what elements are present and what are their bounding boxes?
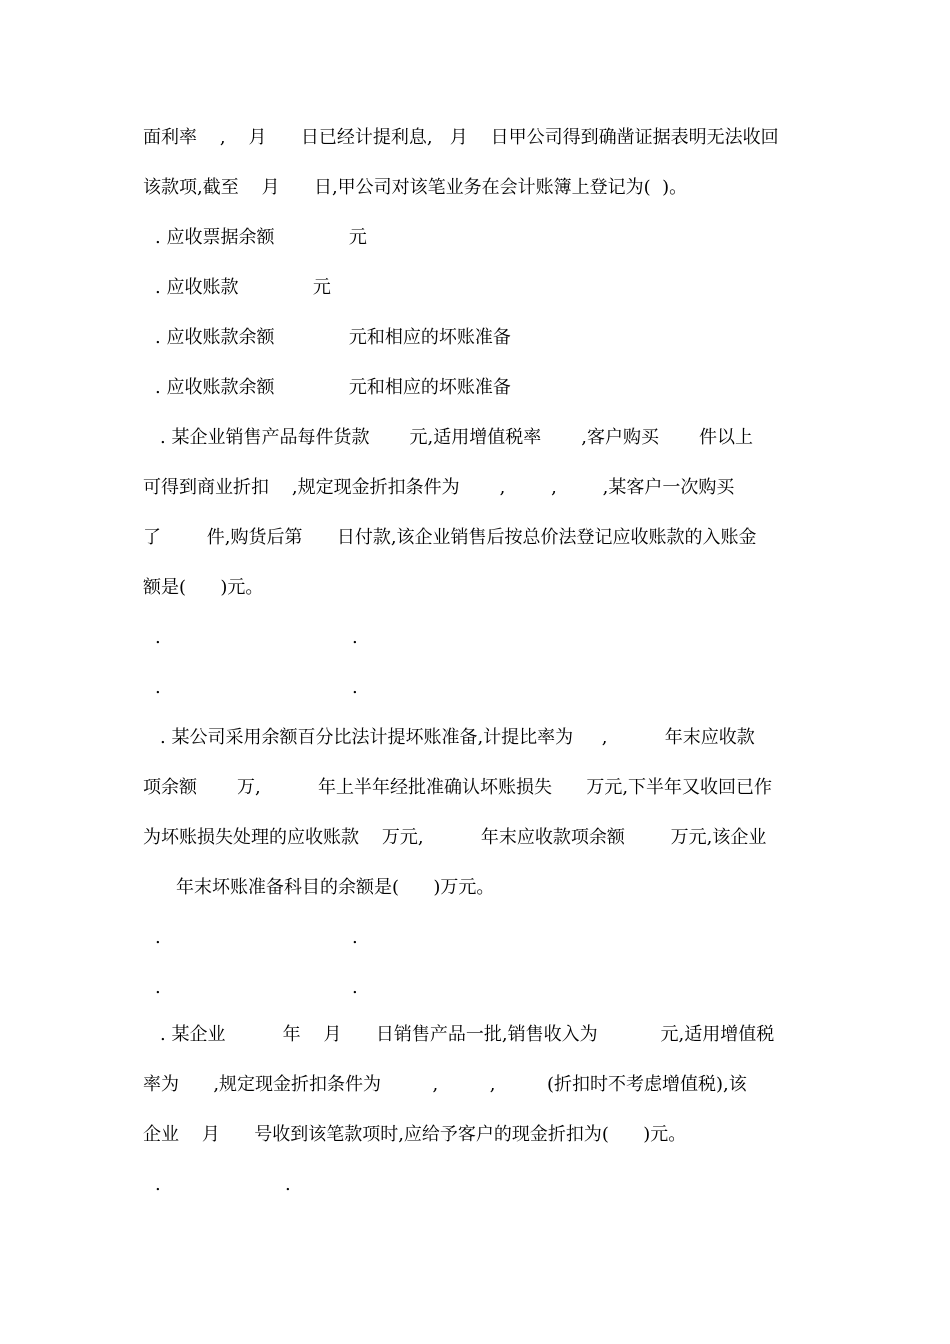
text-line: 可得到商业折扣 ,规定现金折扣条件为 , , ,某客户一次购买 [143, 477, 735, 498]
text-line: 率为 ,规定现金折扣条件为 , , (折扣时不考虑增值税),该 [143, 1074, 747, 1095]
text-line: 企业 月 号收到该笔款项时,应给予客户的现金折扣为( )元。 [143, 1124, 687, 1145]
option-marker: . [352, 927, 358, 948]
option-marker: . [285, 1174, 291, 1195]
text-line: 项余额 万, 年上半年经批准确认坏账损失 万元,下半年又收回已作 [143, 777, 773, 798]
text-line: 额是( )元。 [143, 577, 264, 598]
text-line: 了 件,购货后第 日付款,该企业销售后按总价法登记应收账款的入账金 [143, 527, 757, 548]
option-line: . 应收账款 元 [155, 277, 331, 298]
question-line: . 某公司采用余额百分比法计提坏账准备,计提比率为 , 年末应收款 [160, 727, 755, 748]
option-marker: . [155, 677, 161, 698]
text-line: 年末坏账准备科目的余额是( )万元。 [176, 877, 495, 898]
option-marker: . [352, 977, 358, 998]
option-marker: . [155, 927, 161, 948]
option-marker: . [155, 977, 161, 998]
question-line: . 某企业销售产品每件货款 元,适用增值税率 ,客户购买 件以上 [160, 427, 754, 448]
option-marker: . [352, 627, 358, 648]
question-line: . 某企业 年 月 日销售产品一批,销售收入为 元,适用增值税 [160, 1024, 775, 1045]
option-marker: . [352, 677, 358, 698]
option-marker: . [155, 1174, 161, 1195]
text-line: 面利率 , 月 日已经计提利息, 月 日甲公司得到确凿证据表明无法收回 [143, 127, 779, 148]
option-marker: . [155, 627, 161, 648]
text-line: 为坏账损失处理的应收账款 万元, 年末应收款项余额 万元,该企业 [143, 827, 767, 848]
text-line: 该款项,截至 月 日,甲公司对该笔业务在会计账簿上登记为( )。 [143, 177, 688, 198]
option-line: . 应收账款余额 元和相应的坏账准备 [155, 327, 511, 348]
option-line: . 应收票据余额 元 [155, 227, 367, 248]
option-line: . 应收账款余额 元和相应的坏账准备 [155, 377, 511, 398]
